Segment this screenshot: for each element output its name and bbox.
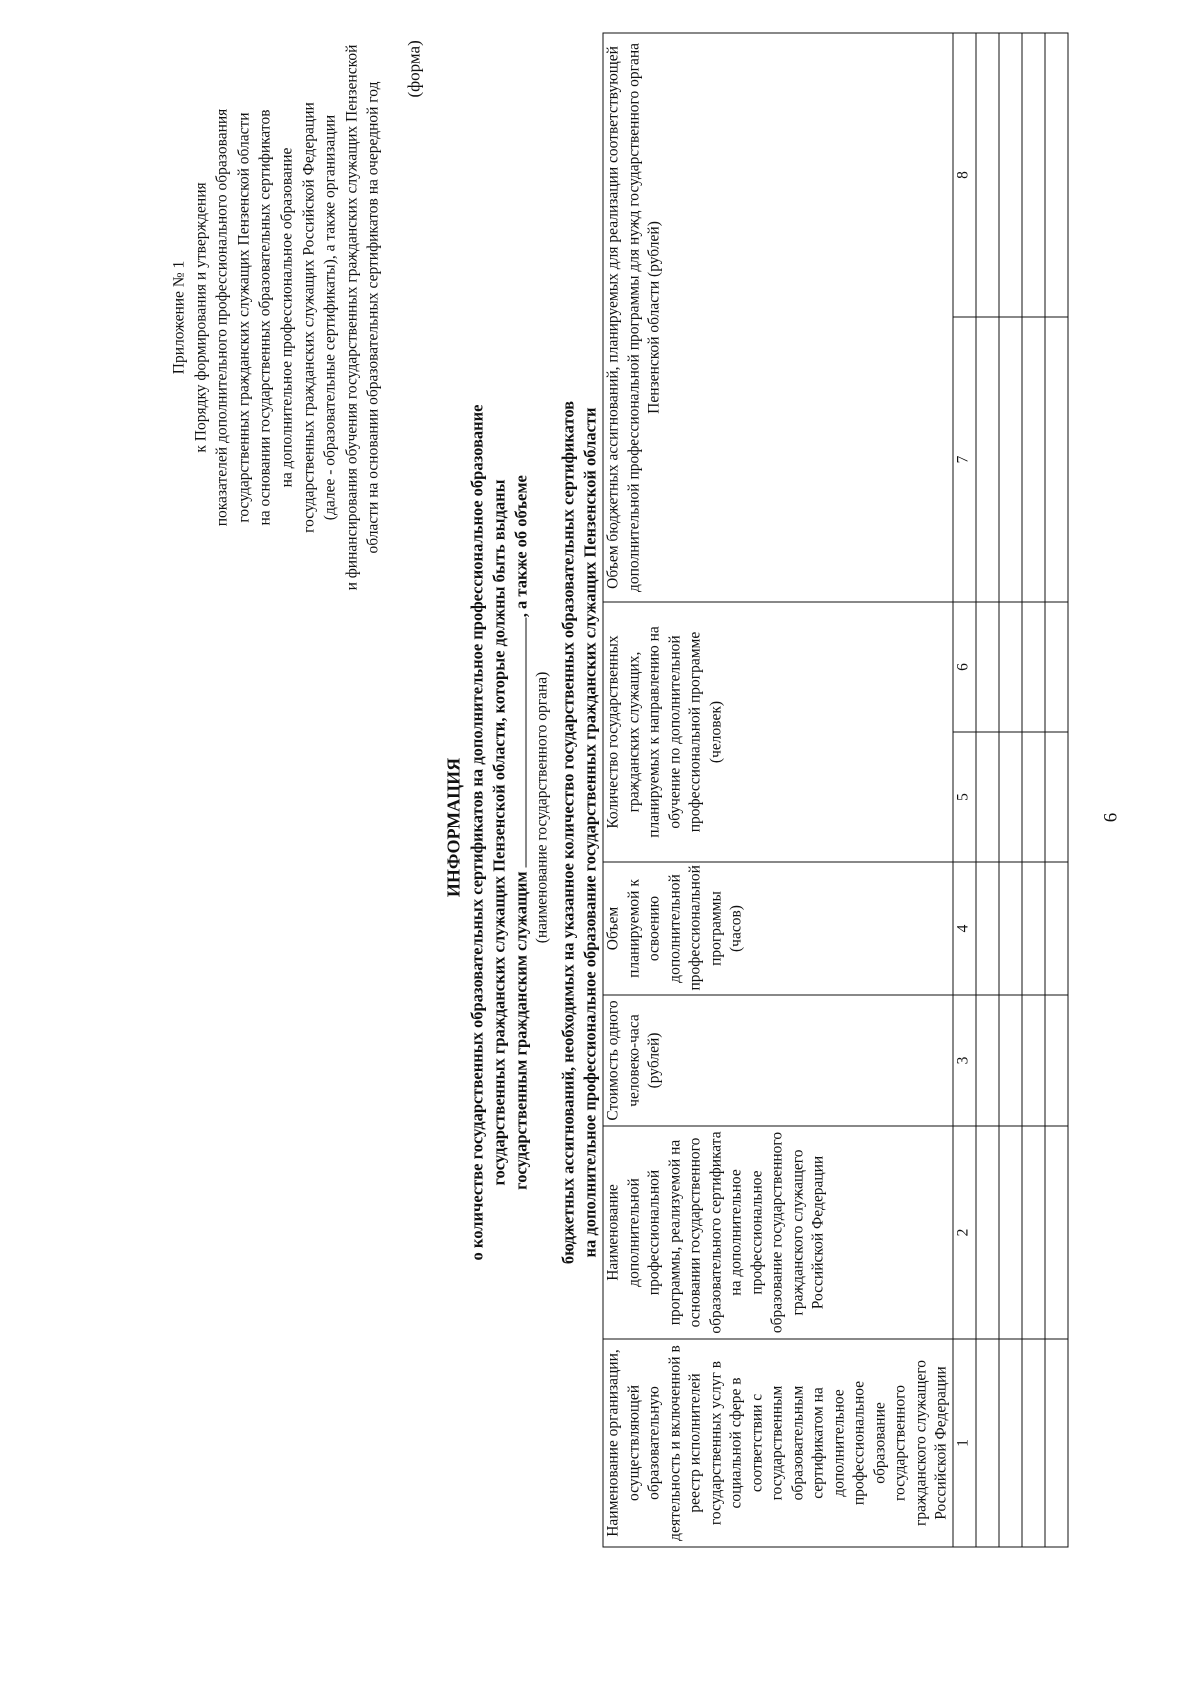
- appendix-line: государственных гражданских служащих Пензенской области: [234, 111, 252, 523]
- table-row: [1021, 32, 1044, 1546]
- document-title: ИНФОРМАЦИЯ: [443, 757, 463, 897]
- table-cell: [1021, 601, 1044, 731]
- column-number: 1: [952, 1339, 975, 1547]
- appendix-line: и финансирования обучения государственных гражданских служащих Пензенской: [342, 44, 360, 590]
- table-row: [975, 32, 998, 1546]
- appendix-line: области на основании образовательных сертификатов на очередной год: [364, 81, 382, 553]
- table-cell: [1021, 732, 1044, 862]
- table-cell: [975, 732, 998, 862]
- column-header: Наименование дополнительной профессиональной программы, реализуемой на основании государственного образовательного сертификата на дополнительное профессиональное образование государственного гражданского служащего Российской Федерации: [603, 1126, 953, 1339]
- column-number: 4: [952, 862, 975, 995]
- heading-line-with-blank: [510, 107, 532, 1557]
- column-header: Количество государственных гражданских служащих, планируемых к направлению на обучение по дополнительной профессиональной программе (человек): [603, 601, 953, 861]
- table-cell: [998, 1126, 1021, 1339]
- column-number: 8: [952, 32, 975, 316]
- table-cell: [998, 1339, 1021, 1547]
- appendix-block: [168, 17, 384, 617]
- table-cell: [1021, 1126, 1044, 1339]
- organ-name-blank: [511, 617, 526, 867]
- column-number: 7: [952, 316, 975, 601]
- information-table: [602, 32, 1068, 1547]
- document-heading: [466, 107, 532, 1557]
- column-number-row: [952, 32, 975, 1546]
- table-cell: [1044, 601, 1067, 731]
- column-header: Объем планируемой к освоению дополнительной профессиональной программы (часов): [603, 862, 953, 995]
- table-cell: [998, 601, 1021, 731]
- table-cell: [1021, 995, 1044, 1126]
- page-number: 6: [1100, 812, 1121, 822]
- header-row: [603, 32, 953, 1546]
- table-cell: [998, 995, 1021, 1126]
- column-header: Стоимость одного человеко-часа (рублей): [603, 995, 953, 1126]
- table-cell: [1044, 316, 1067, 601]
- table-cell: [1044, 32, 1067, 316]
- table-cell: [975, 316, 998, 601]
- table-cell: [1044, 1126, 1067, 1339]
- table-cell: [998, 32, 1021, 316]
- table-cell: [975, 601, 998, 731]
- table-cell: [975, 1126, 998, 1339]
- table-cell: [1021, 32, 1044, 316]
- heading-line: о количестве государственных образовательных сертификатов на дополнительное профессиональное образование: [467, 404, 486, 1260]
- appendix-line: на основании государственных образовательных сертификатов: [256, 108, 274, 526]
- table-cell: [1044, 862, 1067, 995]
- table-cell: [998, 316, 1021, 601]
- table-cell: [998, 732, 1021, 862]
- table-cell: [1044, 732, 1067, 862]
- heading-text: , а также об объеме: [511, 474, 530, 617]
- table-cell: [1021, 316, 1044, 601]
- heading-text: государственным гражданским служащим: [511, 870, 530, 1190]
- table-cell: [1021, 862, 1044, 995]
- column-number: 3: [952, 995, 975, 1126]
- column-number: 5: [952, 732, 975, 862]
- table-cell: [1021, 1339, 1044, 1547]
- organ-caption: (наименование государственного органа): [533, 671, 550, 943]
- table-cell: [998, 862, 1021, 995]
- table-cell: [975, 1339, 998, 1547]
- column-header: Объем бюджетных ассигнований, планируемых для реализации соответствующей дополнительной профессиональной программы для нужд государственного органа Пензенской области (рублей): [603, 32, 953, 601]
- table-cell: [975, 995, 998, 1126]
- column-number: 2: [952, 1126, 975, 1339]
- appendix-line: Приложение № 1: [170, 260, 187, 374]
- heading-line: на дополнительное профессиональное образование государственных гражданских служащих Пензенской области: [580, 406, 599, 1258]
- table-row: [1044, 32, 1067, 1546]
- table-cell: [975, 32, 998, 316]
- appendix-line: государственных гражданских служащих Российской Федерации: [299, 101, 317, 533]
- column-header: Наименование организации, осуществляющей образовательную деятельность и включенной в реестр исполнителей государственных услуг в социальной сфере в соответствии с государственным образовательным сертификатом на дополнительное профессиональное образование государственного гражданского служащего Российской Федерации: [603, 1339, 953, 1547]
- column-number: 6: [952, 601, 975, 731]
- table-cell: [1044, 1339, 1067, 1547]
- appendix-line: к Порядку формирования и утверждения: [191, 181, 209, 453]
- heading-line: государственных гражданских служащих Пензенской области, которые должны быть выданы: [489, 478, 508, 1186]
- appendix-line: на дополнительное профессиональное образование: [277, 147, 295, 487]
- table-cell: [975, 862, 998, 995]
- document-heading-continued: [557, 107, 601, 1557]
- heading-line: бюджетных ассигнований, необходимых на указанное количество государственных образовательных сертификатов: [558, 400, 577, 1264]
- form-label: (форма): [404, 39, 423, 97]
- appendix-line: (далее - образовательные сертификаты), а также организации: [321, 114, 339, 520]
- appendix-line: показателей дополнительного профессионального образования: [213, 108, 231, 526]
- table-row: [998, 32, 1021, 1546]
- table-cell: [1044, 995, 1067, 1126]
